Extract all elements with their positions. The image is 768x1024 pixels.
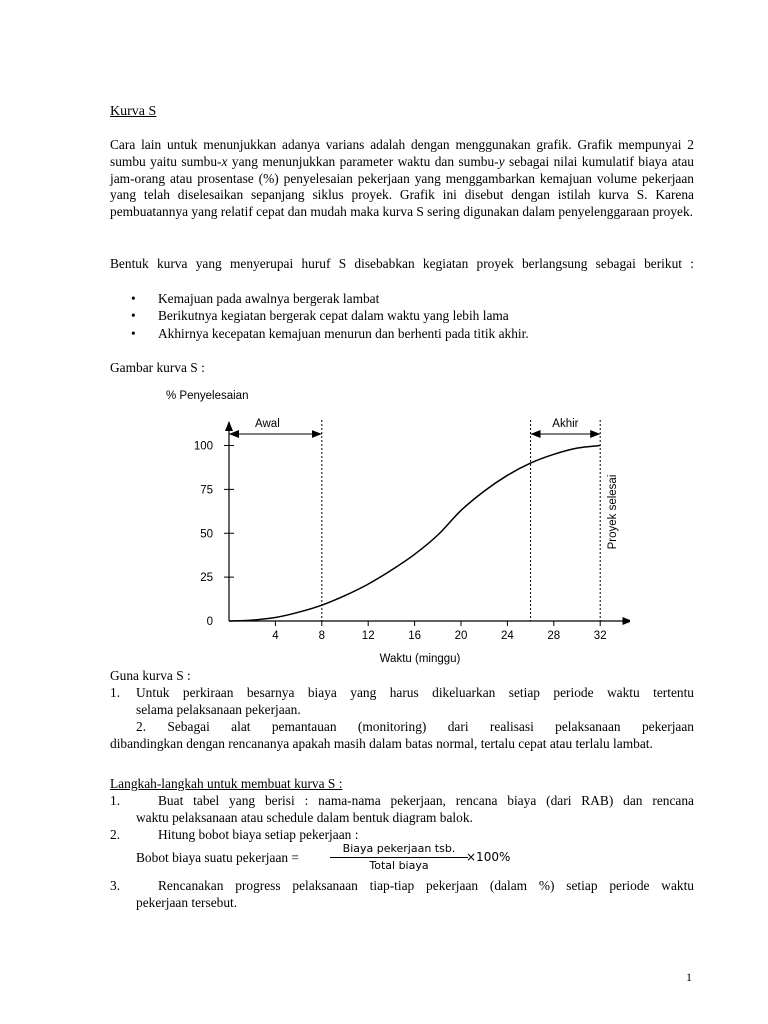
- step-1-line-2: waktu pelaksanaan atau schedule dalam bentuk diagram balok.: [136, 810, 473, 825]
- awal-label: Awal: [255, 418, 280, 430]
- bullet-icon: •: [131, 325, 136, 341]
- y-tick-label: 100: [193, 440, 213, 453]
- guna-item-1-line-1: Untuk perkiraan besarnya biaya yang harus dikeluarkan setiap periode waktu tertentu: [136, 685, 694, 700]
- step-3-line-2: pekerjaan tersebut.: [136, 895, 238, 910]
- guna-item-2-rest: dibandingkan dengan rencananya apakah masih dalam batas normal, tertalu cepat atau terlalu lambat.: [110, 736, 653, 751]
- page-number: 1: [686, 970, 692, 984]
- langkah-heading: Langkah-langkah untuk membuat kurva S :: [110, 776, 343, 791]
- x-tick-label: 12: [361, 630, 375, 642]
- formula-fraction: [330, 842, 468, 873]
- akhir-label: Akhir: [552, 418, 579, 430]
- figure-caption: Gambar kurva S :: [110, 360, 205, 375]
- chart-ticks: [194, 441, 607, 643]
- y-tick-label: 50: [200, 528, 213, 541]
- step-2-line-1: Hitung bobot biaya setiap pekerjaan :: [158, 827, 359, 842]
- y-axis-label: % Penyelesaian: [166, 390, 249, 402]
- step-1-line-1: Buat tabel yang berisi : nama-nama pekerjaan, rencana biaya (dari RAB) dan rencana: [158, 793, 694, 808]
- x-tick-label: 24: [501, 630, 514, 642]
- s-curve-chart: [150, 380, 630, 670]
- x-tick-label: 16: [408, 630, 421, 642]
- y-tick-label: 0: [206, 616, 213, 628]
- guna-item-1-line-2: selama pelaksanaan pekerjaan.: [136, 702, 301, 717]
- y-tick-label: 25: [200, 572, 213, 585]
- list-item: • Akhirnya kecepatan kemajuan menurun dan berhenti pada titik akhir.: [131, 325, 529, 341]
- intro-paragraph-1: Cara lain untuk menunjukkan adanya varians adalah dengan menggunakan grafik. Grafik mempunyai 2 sumbu yaitu sumbu-x yang menunjukkan parameter waktu dan sumbu-y sebagai nilai kumulatif biaya atau jam-orang atau prosentase (%) penyelesaian pekerjaan yang menggambarkan kemajuan volume pekerjaan yang telah diselesaikan sepanjang siklus proyek. Grafik ini disebut dengan istilah kurva S. Karena pembuatannya yang relatif cepat dan mudah maka kurva S sering digunakan dalam penyelenggaraan proyek.: [110, 137, 694, 220]
- s-curve-line: [229, 446, 600, 622]
- chart-axes: [229, 422, 630, 621]
- formula-numerator: Biaya pekerjaan tsb.: [330, 842, 468, 858]
- step-2-number: 2.: [110, 827, 121, 842]
- x-tick-label: 4: [272, 630, 279, 642]
- proyek-selesai-label: Proyek selesai: [607, 474, 620, 550]
- x-tick-label: 28: [547, 630, 561, 642]
- y-tick-label: 75: [200, 484, 213, 497]
- x-tick-label: 32: [593, 630, 607, 642]
- formula-denominator: Total biaya: [369, 859, 429, 872]
- step-3-number: 3.: [110, 878, 121, 893]
- list-item: • Berikutnya kegiatan bergerak cepat dalam waktu yang lebih lama: [131, 308, 509, 324]
- chart-annotations: [229, 420, 600, 621]
- page-title: Kurva S: [110, 104, 157, 119]
- guna-item-1-number: 1.: [110, 685, 121, 700]
- bullet-icon: •: [131, 308, 136, 324]
- bullet-icon: •: [131, 291, 136, 306]
- list-item: • Kemajuan pada awalnya bergerak lambat: [131, 291, 380, 306]
- formula-multiplier: ×100%: [466, 850, 511, 864]
- x-tick-label: 8: [318, 630, 326, 642]
- characteristics-list: [131, 290, 691, 342]
- step-3-line-1: Rencanakan progress pelaksanaan tiap-tiap pekerjaan (dalam %) setiap periode waktu: [158, 878, 694, 893]
- step-1-number: 1.: [110, 793, 121, 808]
- guna-item-2-line-1: 2. Sebagai alat pemantauan (monitoring) dari realisasi pelaksanaan pekerjaan: [136, 719, 694, 734]
- formula-label: Bobot biaya suatu pekerjaan =: [136, 850, 299, 865]
- x-tick-label: 20: [454, 630, 468, 642]
- x-axis-label: Waktu (minggu): [379, 653, 461, 665]
- intro-paragraph-2: Bentuk kurva yang menyerupai huruf S disebabkan kegiatan proyek berlangsung sebagai berikut :: [110, 256, 694, 271]
- guna-heading: Guna kurva S :: [110, 668, 191, 683]
